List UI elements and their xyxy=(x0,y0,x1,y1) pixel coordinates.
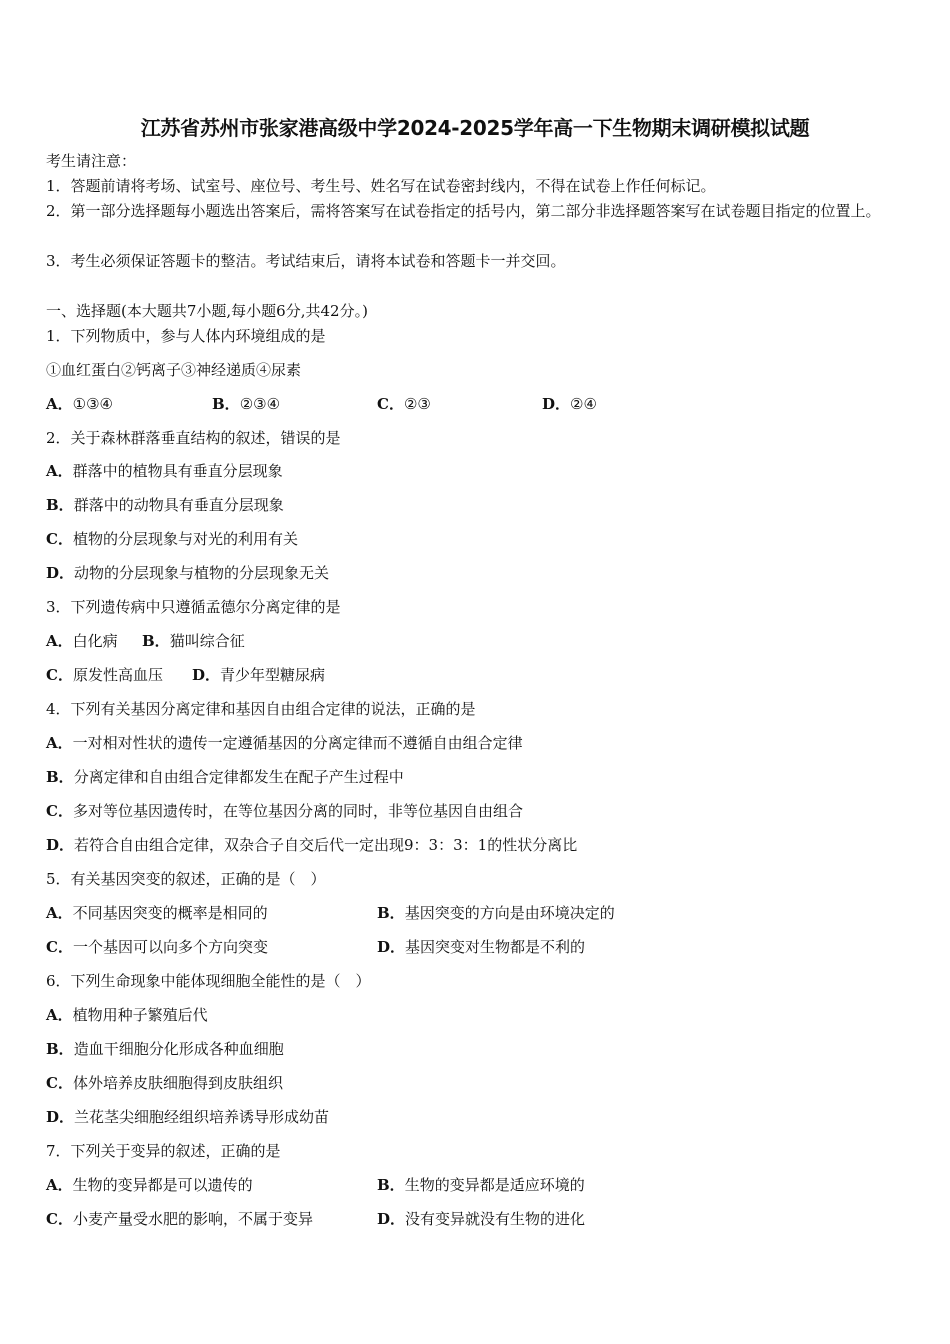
option-a[interactable]: A．生物的变异都是可以遗传的 xyxy=(46,1176,253,1194)
option-d[interactable]: D．兰花茎尖细胞经组织培养诱导形成幼苗 xyxy=(46,1108,330,1126)
option-c[interactable]: C．原发性高血压 xyxy=(46,666,163,684)
section-heading: 一、选择题(本大题共7小题,每小题6分,共42分。) xyxy=(46,302,368,320)
question-stem: 1．下列物质中，参与人体内环境组成的是 xyxy=(46,327,326,345)
option-b[interactable]: B．造血干细胞分化形成各种血细胞 xyxy=(46,1040,284,1058)
option-c[interactable]: C．多对等位基因遗传时，在等位基因分离的同时，非等位基因自由组合 xyxy=(46,802,523,820)
option-d[interactable]: D．②④ xyxy=(542,395,597,413)
page-title: 江苏省苏州市张家港高级中学2024-2025学年高一下生物期末调研模拟试题 xyxy=(140,116,810,140)
question-stem: 7．下列关于变异的叙述，正确的是 xyxy=(46,1142,281,1160)
question-stem: 4．下列有关基因分离定律和基因自由组合定律的说法，正确的是 xyxy=(46,700,476,718)
question-stem: 2．关于森林群落垂直结构的叙述，错误的是 xyxy=(46,429,341,447)
notice-item: 1．答题前请将考场、试室号、座位号、考生号、姓名写在试卷密封线内，不得在试卷上作任何标记。 xyxy=(46,177,716,195)
option-d[interactable]: D．动物的分层现象与植物的分层现象无关 xyxy=(46,564,330,582)
option-d[interactable]: D．没有变异就没有生物的进化 xyxy=(377,1210,586,1228)
option-a[interactable]: A．群落中的植物具有垂直分层现象 xyxy=(46,462,283,480)
notice-item: 2．第一部分选择题每小题选出答案后，需将答案写在试卷指定的括号内，第二部分非选择题答案写在试卷题目指定的位置上。 xyxy=(46,202,881,220)
question-stem: 6．下列生命现象中能体现细胞全能性的是（ ） xyxy=(46,972,371,990)
option-a[interactable]: A．①③④ xyxy=(46,395,113,413)
question-stem: 5．有关基因突变的叙述，正确的是（ ） xyxy=(46,870,326,888)
option-b[interactable]: B．分离定律和自由组合定律都发生在配子产生过程中 xyxy=(46,768,404,786)
option-d[interactable]: D．若符合自由组合定律，双杂合子自交后代一定出现9：3：3：1的性状分离比 xyxy=(46,836,578,854)
option-a[interactable]: A．不同基因突变的概率是相同的 xyxy=(46,904,268,922)
option-c[interactable]: C．小麦产量受水肥的影响，不属于变异 xyxy=(46,1210,313,1228)
option-b[interactable]: B．基因突变的方向是由环境决定的 xyxy=(377,904,615,922)
question-stem: 3．下列遗传病中只遵循孟德尔分离定律的是 xyxy=(46,598,341,616)
option-c[interactable]: C．植物的分层现象与对光的利用有关 xyxy=(46,530,298,548)
option-a[interactable]: A．植物用种子繁殖后代 xyxy=(46,1006,208,1024)
question-substem: ①血红蛋白②钙离子③神经递质④尿素 xyxy=(46,361,302,379)
option-d[interactable]: D．青少年型糖尿病 xyxy=(192,666,326,684)
option-a[interactable]: A．白化病 xyxy=(46,632,118,650)
option-a[interactable]: A．一对相对性状的遗传一定遵循基因的分离定律而不遵循自由组合定律 xyxy=(46,734,523,752)
option-c[interactable]: C．②③ xyxy=(377,395,431,413)
option-b[interactable]: B．②③④ xyxy=(212,395,281,413)
option-d[interactable]: D．基因突变对生物都是不利的 xyxy=(377,938,586,956)
notice-heading: 考生请注意： xyxy=(46,152,137,170)
option-c[interactable]: C．体外培养皮肤细胞得到皮肤组织 xyxy=(46,1074,283,1092)
notice-item: 3．考生必须保证答题卡的整洁。考试结束后，请将本试卷和答题卡一并交回。 xyxy=(46,252,566,270)
option-c[interactable]: C．一个基因可以向多个方向突变 xyxy=(46,938,268,956)
option-b[interactable]: B．群落中的动物具有垂直分层现象 xyxy=(46,496,284,514)
option-b[interactable]: B．生物的变异都是适应环境的 xyxy=(377,1176,585,1194)
option-b[interactable]: B．猫叫综合征 xyxy=(142,632,245,650)
